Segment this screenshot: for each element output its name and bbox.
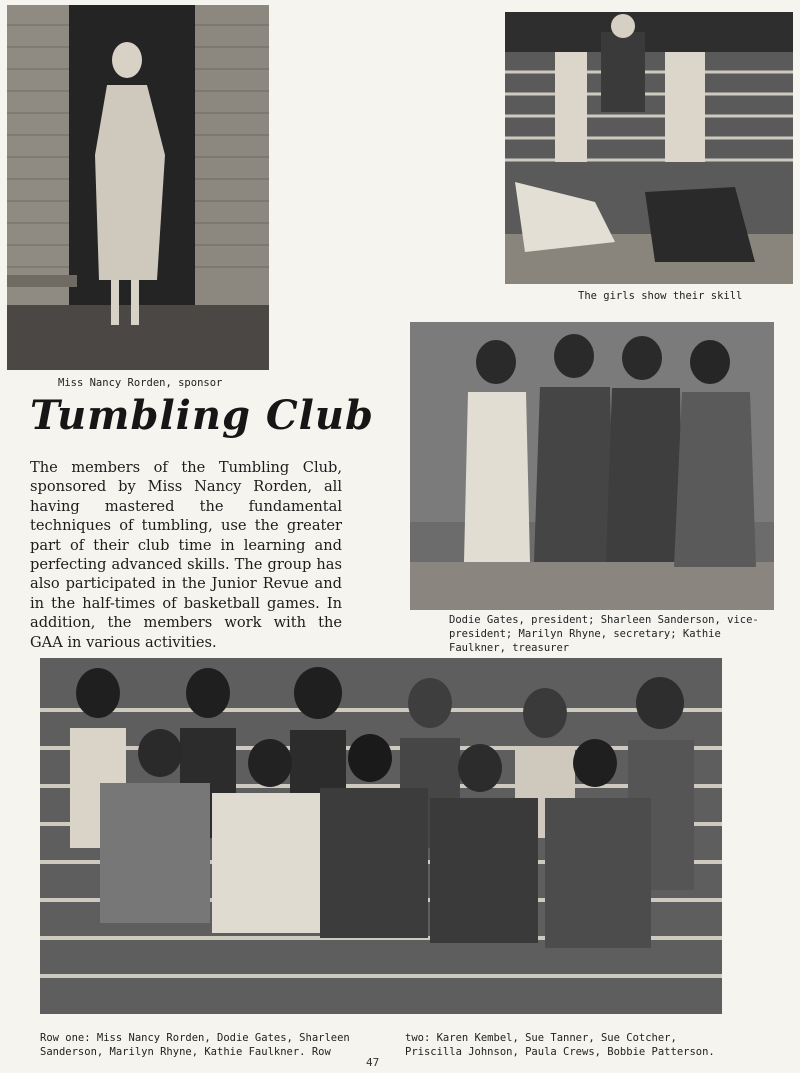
page-number: 47 — [366, 1056, 380, 1069]
group-caption-right: two: Karen Kembel, Sue Tanner, Sue Cotcher, Priscilla Johnson, Paula Crews, Bobbie Patterson. — [405, 1032, 715, 1058]
sponsor-photo — [7, 5, 269, 370]
skill-caption: The girls show their skill — [578, 290, 743, 302]
officers-caption: Dodie Gates, president; Sharleen Sanderson, vice-president; Marilyn Rhyne, secretary; Kathie Faulkner, treasurer — [449, 614, 759, 654]
article-body: The members of the Tumbling Club, sponsored by Miss Nancy Rorden, all having mastered the fundamental techniques of tumbling, use the greater part of their club time in learning and perfecting advanced skills. The group has also participated in the Junior Revue and in the half-times of basketball games. In addition, the members work with the GAA in various activities. — [30, 459, 342, 651]
group-caption-left: Row one: Miss Nancy Rorden, Dodie Gates, Sharleen Sanderson, Marilyn Rhyne, Kathie Faulkner. Row — [40, 1032, 350, 1058]
skill-photo — [505, 12, 793, 284]
sponsor-caption: Miss Nancy Rorden, sponsor — [58, 377, 223, 389]
group-photo — [40, 658, 722, 1014]
page-title: Tumbling Club — [30, 392, 374, 439]
officers-photo — [410, 322, 774, 610]
